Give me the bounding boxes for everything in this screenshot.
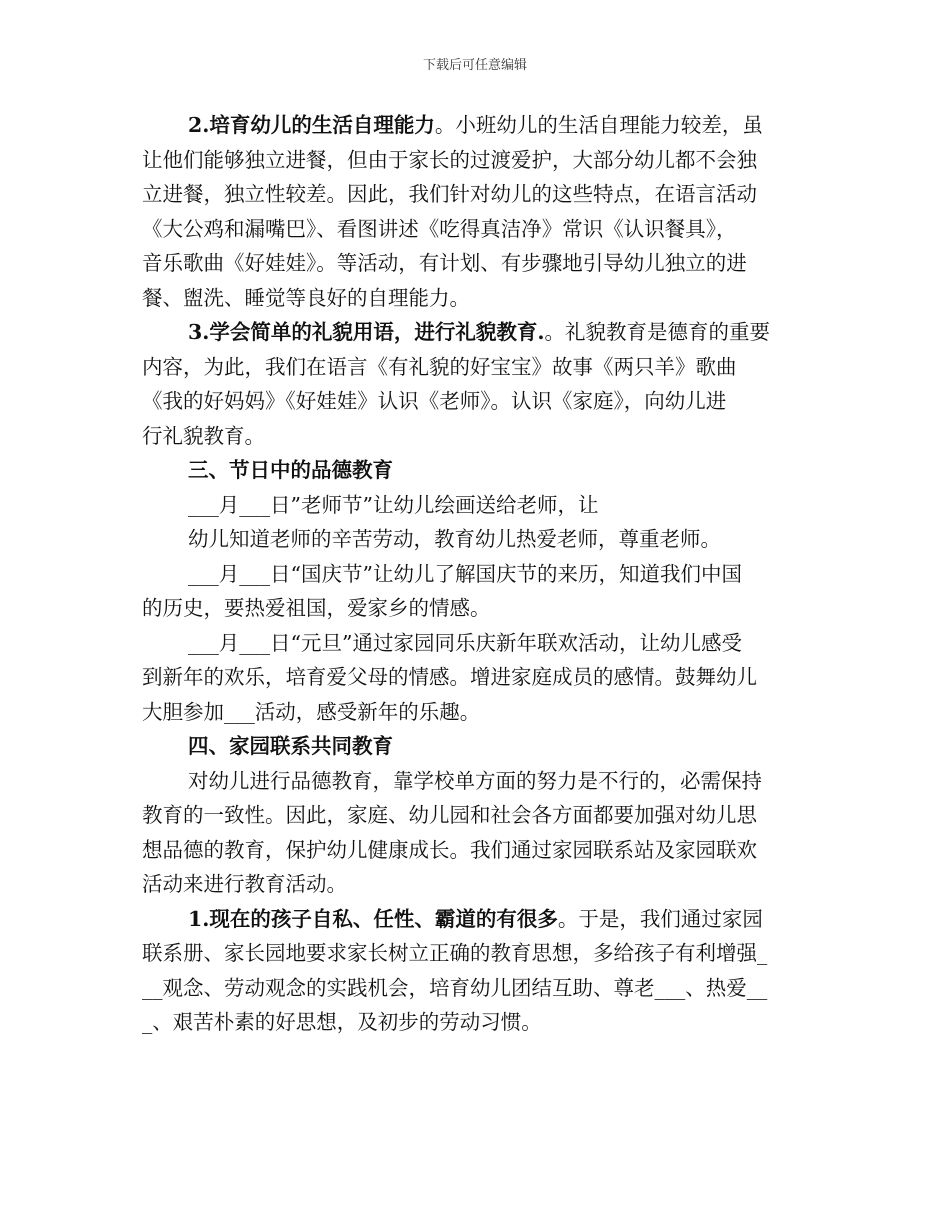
text-line: 幼儿知道老师的辛苦劳动，教育幼儿热爱老师，尊重老师。 bbox=[188, 527, 721, 551]
paragraph-teachers-day-cont bbox=[142, 522, 814, 557]
text-line: 。于是，我们通过家园 bbox=[557, 906, 763, 931]
text-line: 大胆参加___活动，感受新年的乐趣。 bbox=[142, 699, 481, 724]
text-line: 活动来进行教育活动。 bbox=[142, 872, 347, 896]
text-line: __观念、劳动观念的实践机会，培育幼儿团结互助、尊老___、热爱__ bbox=[142, 975, 768, 1000]
text-line: 行礼貌教育。 bbox=[142, 423, 265, 448]
text-line: 内容，为此，我们在语言《有礼貌的好宝宝》故事《两只羊》歌曲 bbox=[142, 354, 737, 379]
text-line: 餐、盥洗、睡觉等良好的自理能力。 bbox=[142, 285, 470, 310]
paragraph-courtesy bbox=[142, 315, 814, 453]
text-line: 联系册、家长园地要求家长树立正确的教育思想，多给孩子有利增强_ bbox=[142, 941, 768, 965]
text-line: 到新年的欢乐，培育爱父母的情感。增进家庭成员的感情。鼓舞幼儿 bbox=[142, 665, 757, 689]
text-line: ___月___日“国庆节”让幼儿了解国庆节的来历，知道我们中国 bbox=[188, 561, 742, 586]
text-line: 《大公鸡和漏嘴巴》、看图讲述《吃得真洁净》常识《认识餐具》， bbox=[142, 216, 737, 241]
paragraph-home-school bbox=[142, 764, 814, 902]
paragraph-lead: 2.培育幼儿的生活自理能力 bbox=[188, 113, 435, 137]
document-body bbox=[142, 108, 814, 1040]
paragraph-lead: 1.现在的孩子自私、任性、霸道的有很多 bbox=[188, 906, 558, 931]
text-line: 《我的好妈妈》《好娃娃》认识《老师》。认识《家庭》，向幼儿进 bbox=[142, 389, 727, 413]
paragraph-self-care bbox=[142, 108, 814, 315]
text-line: 对幼儿进行品德教育，靠学校单方面的努力是不行的，必需保持 bbox=[188, 768, 762, 793]
text-line: 让他们能够独立进餐，但由于家长的过渡爱护，大部分幼儿都不会独 bbox=[142, 147, 757, 172]
paragraph-new-year bbox=[142, 626, 814, 730]
text-line: 。小班幼儿的生活自理能力较差，虽 bbox=[434, 113, 763, 137]
text-line: 音乐歌曲《好娃娃》。等活动，有计划、有步骤地引导幼儿独立的进 bbox=[142, 251, 747, 275]
text-line: 立进餐，独立性较差。因此，我们针对幼儿的这些特点，在语言活动 bbox=[142, 182, 757, 206]
text-line: ___月___日“元旦”通过家园同乐庆新年联欢活动，让幼儿感受 bbox=[188, 630, 742, 655]
section-heading-holidays: 三、节日中的品德教育 bbox=[188, 458, 393, 482]
paragraph-national-day bbox=[142, 557, 814, 626]
text-line: ___月___日”老师节”让幼儿绘画送给老师，让 bbox=[188, 492, 599, 517]
paragraph-selfish-children bbox=[142, 902, 814, 1040]
section-heading-home-school: 四、家园联系共同教育 bbox=[188, 734, 393, 758]
text-line: 想品德的教育，保护幼儿健康成长。我们通过家园联系站及家园联欢 bbox=[142, 837, 757, 862]
text-line: 教育的一致性。因此，家庭、幼儿园和社会各方面都要加强对幼儿思 bbox=[142, 803, 757, 827]
paragraph-lead: 3.学会简单的礼貌用语，进行礼貌教育. bbox=[188, 320, 545, 344]
text-line: 。礼貌教育是德育的重要 bbox=[544, 320, 771, 344]
text-line: _、艰苦朴素的好思想，及初步的劳动习惯。 bbox=[142, 1010, 542, 1034]
page-header-note: 下载后可任意编辑 bbox=[422, 58, 527, 73]
text-line: 的历史，要热爱祖国，爱家乡的情感。 bbox=[142, 596, 491, 620]
paragraph-teachers-day bbox=[142, 488, 814, 523]
